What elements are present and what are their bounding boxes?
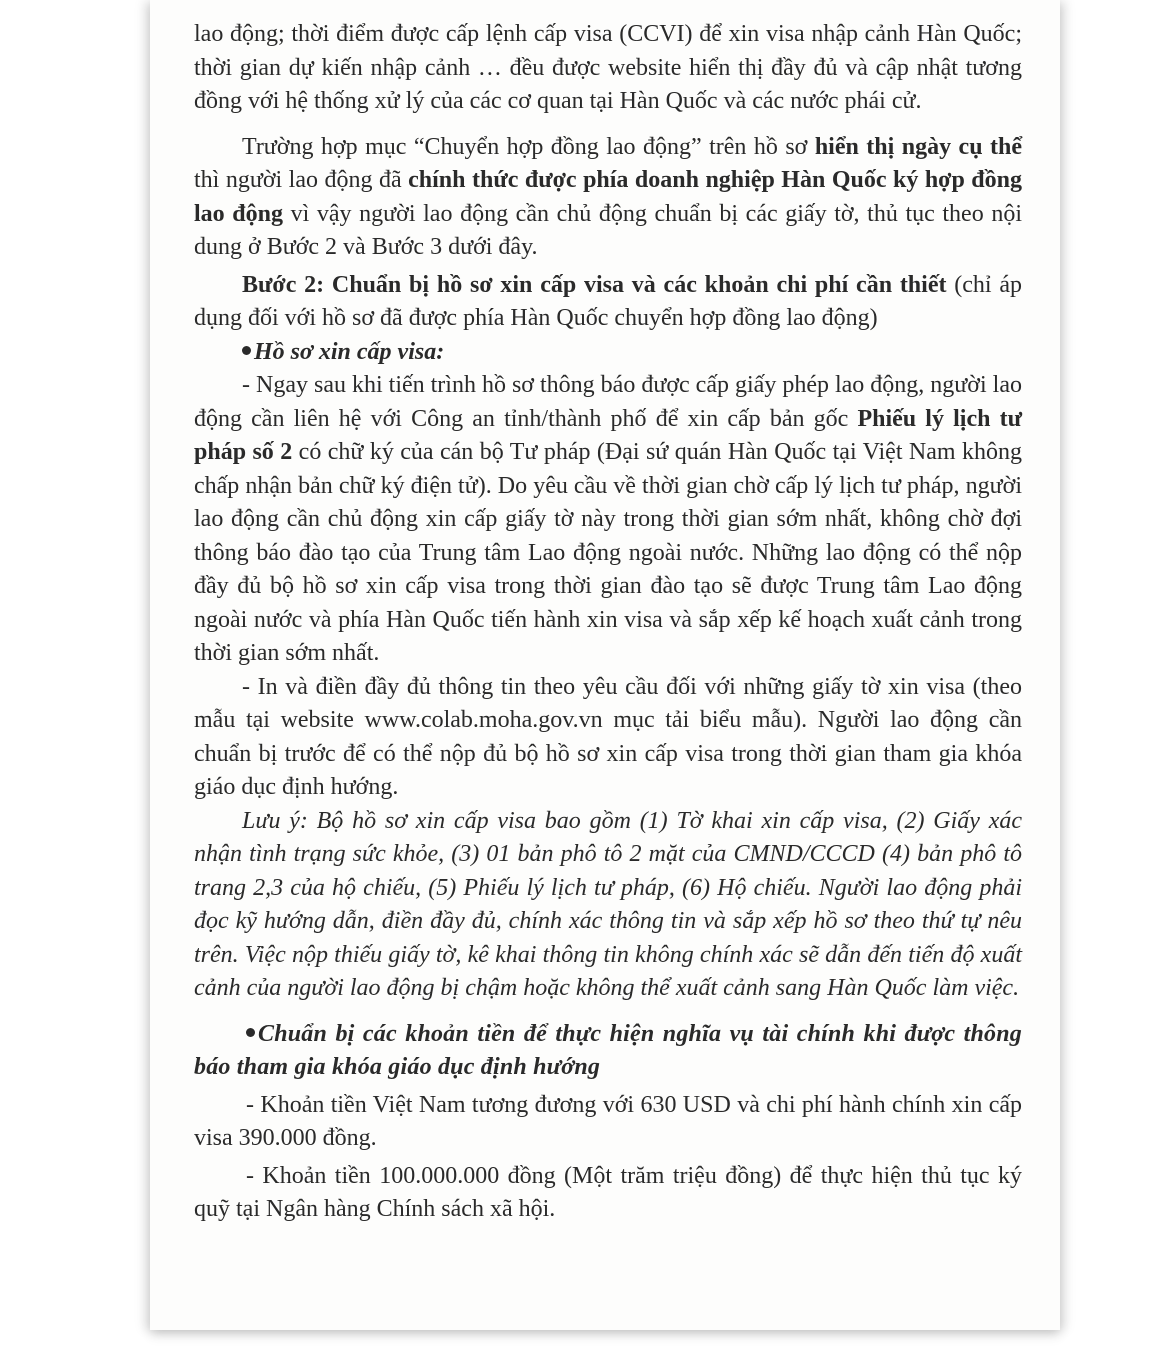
- text-run: Trường hợp mục “Chuyển hợp đồng lao động” trên hồ sơ: [242, 133, 815, 160]
- paragraph-criminal-record: [194, 369, 1022, 671]
- bullet-financial: [194, 1018, 1022, 1085]
- paragraph-step-2: [194, 269, 1022, 336]
- paragraph-intro: lao động; thời điểm được cấp lệnh cấp visa (CCVI) để xin visa nhập cảnh Hàn Quốc; thời gian dự kiến nhập cảnh … đều được website hiển thị đầy đủ và cập nhật tương đồng với hệ thống xử lý của các cơ quan tại Hàn Quốc và các nước phái cử.: [194, 21, 1022, 114]
- bold-run: Phiếu lý lịch tư pháp số 2: [194, 405, 1023, 465]
- bullet-label: Hồ sơ xin cấp visa:: [254, 338, 445, 365]
- paragraph-fee-usd: - Khoản tiền Việt Nam tương đương với 630 USD và chi phí hành chính xin cấp visa 390.000 đồng.: [194, 1091, 1022, 1151]
- paragraph-note: Lưu ý: Bộ hồ sơ xin cấp visa bao gồm (1) Tờ khai xin cấp visa, (2) Giấy xác nhận tình trạng sức khỏe, (3) 01 bản phô tô 2 mặt của CMND/CCCD (4) bản phô tô trang 2,3 của hộ chiếu, (5) Phiếu lý lịch tư pháp, (6) Hộ chiếu. Người lao động phải đọc kỹ hướng dẫn, điền đầy đủ, chính xác thông tin và sắp xếp hồ sơ theo thứ tự nêu trên. Việc nộp thiếu giấy tờ, kê khai thông tin không chính xác sẽ dẫn đến tiến độ xuất cảnh của người lao động bị chậm hoặc không thể xuất cảnh sang Hàn Quốc làm việc.: [194, 807, 1022, 1001]
- text-run: thì người lao động đã: [194, 167, 409, 193]
- bold-run: chính thức được phía doanh nghiệp Hàn Quốc ký hợp đồng lao động: [194, 167, 1022, 227]
- text-run: - Ngay sau khi tiến trình hồ sơ thông báo được cấp giấy phép lao động, người lao động cần liên hệ với Công an tỉnh/thành phố để xin cấp bản gốc: [194, 372, 1022, 432]
- bullet-label: Chuẩn bị các khoản tiền để thực hiện nghĩa vụ tài chính khi được thông báo tham gia khóa giáo dục định hướng: [194, 1020, 1022, 1080]
- paragraph-contract-transfer: [194, 131, 1022, 265]
- bullet-visa-dossier: [194, 336, 1022, 370]
- bullet-icon: [242, 346, 251, 355]
- document-body: [194, 18, 1022, 1227]
- text-run: vì vậy người lao động cần chủ động chuẩn bị các giấy tờ, thủ tục theo nội dung ở Bước 2 và Bước 3 dưới đây.: [194, 200, 1022, 260]
- paragraph-visa-forms: - In và điền đầy đủ thông tin theo yêu cầu đối với những giấy tờ xin visa (theo mẫu tại website www.colab.moha.gov.vn mục tải biểu mẫu). Người lao động cần chuẩn bị trước để có thể nộp đủ bộ hồ sơ xin cấp visa trong thời gian tham gia khóa giáo dục định hướng.: [194, 673, 1022, 800]
- bold-run: hiển thị ngày cụ thể: [814, 133, 1022, 160]
- bullet-icon: [246, 1028, 255, 1037]
- step-2-heading: Bước 2: Chuẩn bị hồ sơ xin cấp visa và các khoản chi phí cần thiết: [242, 271, 947, 298]
- text-run: có chữ ký của cán bộ Tư pháp (Đại sứ quán Hàn Quốc tại Việt Nam không chấp nhận bản chữ ký điện tử). Do yêu cầu về thời gian chờ cấp lý lịch tư pháp, người lao động cần chủ động xin cấp giấy tờ này trong thời gian sớm nhất, không chờ đợi thông báo đào tạo của Trung tâm Lao động ngoài nước. Những lao động có thể nộp đầy đủ bộ hồ sơ xin cấp visa trong thời gian đào tạo sẽ được Trung tâm Lao động ngoài nước và phía Hàn Quốc tiến hành xin visa và sắp xếp kế hoạch xuất cảnh trong thời gian sớm nhất.: [194, 439, 1022, 666]
- paragraph-deposit: - Khoản tiền 100.000.000 đồng (Một trăm triệu đồng) để thực hiện thủ tục ký quỹ tại Ngân hàng Chính sách xã hội.: [194, 1162, 1022, 1222]
- text-run: (chỉ áp dụng đối với hồ sơ đã được phía Hàn Quốc chuyển hợp đồng lao động): [194, 271, 1023, 331]
